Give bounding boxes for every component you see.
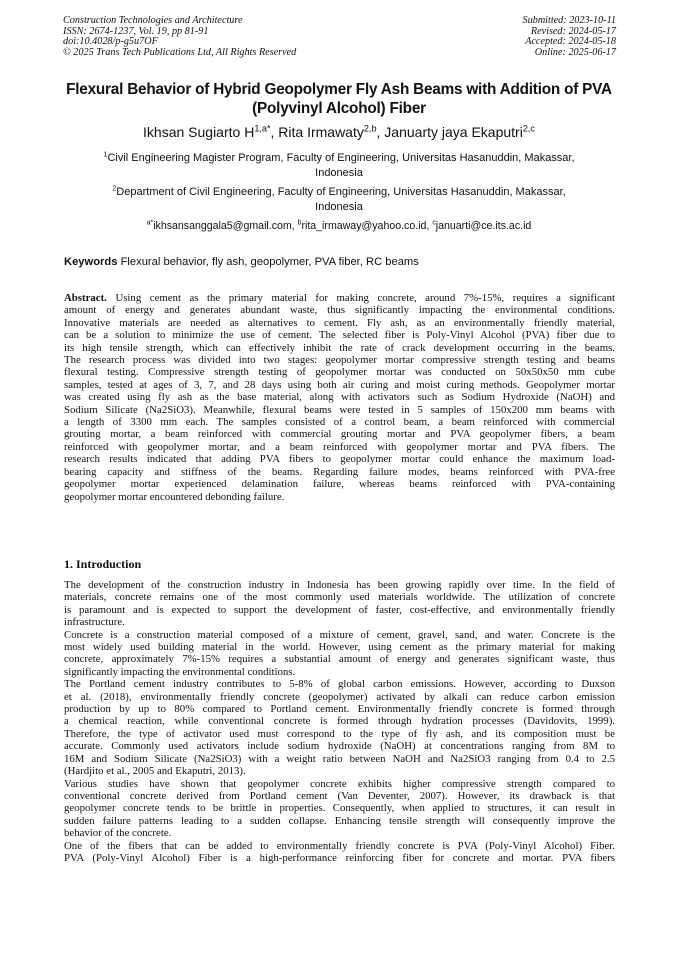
email-c-sup: c <box>432 219 436 227</box>
abstract-line: geopolymer mortar experienced delamination failure, whereas beams reinforced with PVA-containing <box>64 478 615 491</box>
email-a-sup: a* <box>146 219 154 227</box>
author-2: Rita Irmawaty <box>278 124 364 140</box>
author-3: Januarty jaya Ekaputri <box>384 124 523 140</box>
keywords-text: Flexural behavior, fly ash, geopolymer, PVA fiber, RC beams <box>120 256 419 268</box>
text-line: concrete, approximately 7%-15% requires a substantial amount of energy and generates significant waste, thus <box>64 653 615 666</box>
keywords-label: Keywords <box>64 256 118 268</box>
journal-header <box>63 16 296 58</box>
text-line: materials, concrete remains one of the most commonly used materials worldwide. The utilization of concrete <box>64 591 615 604</box>
keywords <box>64 256 616 268</box>
text-line: a chemical reaction, while conventional concrete is formed through hydration processes (Davidovits, 1999). <box>64 715 615 728</box>
text-line: PVA (Poly-Vinyl Alcohol) Fiber is a high-performance reinforcing fiber for concrete and mortar. PVA fibers <box>64 851 615 864</box>
affiliation-2-num: 2 <box>112 184 117 193</box>
affiliation-2-line2: Indonesia <box>315 201 363 213</box>
copyright: © 2025 Trans Tech Publications Ltd, All Rights Reserved <box>63 46 297 58</box>
text-line: The Portland cement industry contributes to 5-8% of global carbon emissions. However, according to Duxson <box>64 678 615 691</box>
text-line: 16M and Sodium Silicate (Na2SiO3) with a weight ratio between NaOH and Na2SiO3 ranging from 0.4 to 2.5 <box>64 752 615 765</box>
text-line: production by up to 80% compared to Portland cement. Environmentally friendly concrete is formed through <box>64 703 615 716</box>
affiliation-2-line1: Department of Civil Engineering, Faculty of Engineering, Universitas Hasanuddin, Makassar, <box>116 186 566 198</box>
abstract-line: samples, tested at ages of 3, 7, and 28 days using both air curing and moist curing methods. Geopolymer mortar <box>64 378 615 391</box>
text-line: infrastructure. <box>64 616 125 629</box>
abstract-line: research results indicated that adding PVA fibers to geopolymer mortar could enhance the maximum load- <box>64 453 615 466</box>
abstract-line: grouting mortar, a beam reinforced with commercial grouting mortar and PVA geopolymer fibers, a beam <box>64 428 615 441</box>
dates-header <box>523 16 616 58</box>
affiliation-1-line1: Civil Engineering Magister Program, Faculty of Engineering, Universitas Hasanuddin, Makassar, <box>107 152 575 164</box>
abstract-line: Sodium Silicate (Na2SiO3). Meanwhile, flexural beams were tested in 5 samples of 150x200 mm beams with <box>64 403 615 416</box>
abstract-line: The research process was divided into two stages: geopolymer mortar compressive strength testing and beams <box>64 354 615 367</box>
affiliation-1-num: 1 <box>103 150 108 159</box>
text-line: The development of the construction industry in Indonesia has been growing rapidly over time. In the field of <box>64 579 615 591</box>
doi-link[interactable]: doi:10.4028/p-g5u7OF <box>63 36 158 48</box>
text-line: One of the fibers that can be added to environmentally friendly concrete is PVA (Poly-Vinyl Alcohol) Fiber. <box>64 839 615 852</box>
text-line: accurate. Commonly used activators include sodium hydroxide (NaOH) at concentrations ranging from 8M to <box>64 740 615 753</box>
affiliation-1 <box>60 151 618 181</box>
abstract-line: was created using fly ash as the base material, along with activators such as Sodium Hydroxide (NaOH) and <box>64 391 615 404</box>
text-line: behavior of the concrete. <box>64 827 172 840</box>
email-a[interactable]: ikhsansanggala5@gmail.com <box>153 220 292 232</box>
text-line: sudden failure patterns leading to a sudden collapse. Enhancing tensile strength will consequently improve the <box>64 814 615 827</box>
abstract-line: its high tensile strength, which can effectively inhibit the rate of crack development occurring in the beams. <box>64 341 615 354</box>
email-list: $^{a*}$ikhsansanggala5@gmail.com, $^b$rita_irmaway@yahoo.co.id, $^c$januarti@ce.its.ac.id <box>146 219 532 232</box>
author-list: Ikhsan Sugiarto $H^{1,a*}$, Rita Irmawaty$^{2,b}$, Januarty jaya Ekaputri$^{2,c}$ <box>143 123 535 140</box>
abstract-line: flexural testing. Compressive strength testing of geopolymer mortar was conducted on 50x50x50 mm cube <box>64 366 615 379</box>
text-line: Concrete is a construction material composed of a mixture of cement, gravel, sand, and water. Concrete is the <box>64 628 615 641</box>
abstract-line: Using cement as the primary material for making concrete, around 7%-15%, requires a significant <box>115 292 616 304</box>
author-1: Ikhsan Sugiarto H <box>143 124 255 140</box>
paper-title: Flexural Behavior of Hybrid Geopolymer Fly Ash Beams with Addition of PVA (Polyvinyl Alcohol) Fiber <box>66 81 612 117</box>
affiliation-1-line2: Indonesia <box>315 167 363 179</box>
text-line: most widely used building material in the world. However, using cement as the primary material for making <box>64 641 615 654</box>
author-2-affil: 2,b <box>363 123 377 134</box>
author-3-affil: 2,c <box>522 123 535 134</box>
email-c[interactable]: januarti@ce.its.ac.id <box>435 220 532 232</box>
text-line: (Hardjito et al., 2005 and Ekaputri, 2013). <box>64 765 246 778</box>
abstract <box>64 292 615 503</box>
text-line: Various studies have shown that geopolymer concrete exhibits higher compressive strength compared to <box>64 777 615 790</box>
abstract-line: can be a solution to minimize the use of cement. The selected fiber is Poly-Vinyl Alcohol (PVA) fiber due to <box>64 329 615 342</box>
abstract-line: bearing capacity and stiffness of the beams. Regarding failure modes, beams reinforced with PVA-free <box>64 465 615 478</box>
email-b[interactable]: rita_irmaway@yahoo.co.id <box>301 220 427 232</box>
abstract-label: Abstract. <box>64 292 107 304</box>
affiliation-2 <box>60 185 618 215</box>
abstract-line: amount of energy and generates abundant waste, thus significantly impacting the environmental conditions. <box>64 304 615 317</box>
email-b-sup: b <box>297 219 302 227</box>
author-1-affil: 1,a* <box>254 123 271 134</box>
text-line: geopolymer concrete tends to be brittle in properties. Consequently, when applied to structures, it can result in <box>64 802 615 815</box>
revised-date: Revised: 2024-05-17 <box>530 25 616 37</box>
abstract-line: geopolymer mortar encountered debonding failure. <box>64 490 285 503</box>
text-line: is paramount and is expected to support the development of faster, cost-effective, and environmentally friendly <box>64 603 615 616</box>
text-line: significantly impacting the environmental conditions. <box>64 665 296 678</box>
text-line: et al. (2018), environmentally friendly concrete (geopolymer) activated by alkali can reduce carbon emission <box>64 690 615 703</box>
submitted-date: Submitted: 2023-10-11 <box>522 15 616 26</box>
section-heading: 1. Introduction <box>64 557 142 571</box>
accepted-date: Accepted: 2024-05-18 <box>525 36 616 48</box>
abstract-line: Innovative materials are needed as alternatives to cement. Fly ash, as an environmentally friendly material, <box>64 316 615 329</box>
journal-name: Construction Technologies and Architecture <box>63 15 243 26</box>
text-line: Therefore, the type of activator used must correspond to the type of fly ash, and its composition must be <box>64 727 615 740</box>
abstract-line: a length of 3300 mm each. The samples consisted of a control beam, a beam reinforced with commercial <box>64 416 615 429</box>
text-line: conventional concrete derived from Portland cement (Van Deventer, 2007). However, its drawback is that <box>64 789 615 802</box>
journal-issn: ISSN: 2674-1237, Vol. 19, pp 81-91 <box>63 25 209 37</box>
intro-paragraph-1 <box>64 579 615 864</box>
online-date: Online: 2025-06-17 <box>534 46 616 58</box>
abstract-line: reinforced with geopolymer mortar, and a beam reinforced with geopolymer mortar and PVA fibers. The <box>64 440 615 453</box>
